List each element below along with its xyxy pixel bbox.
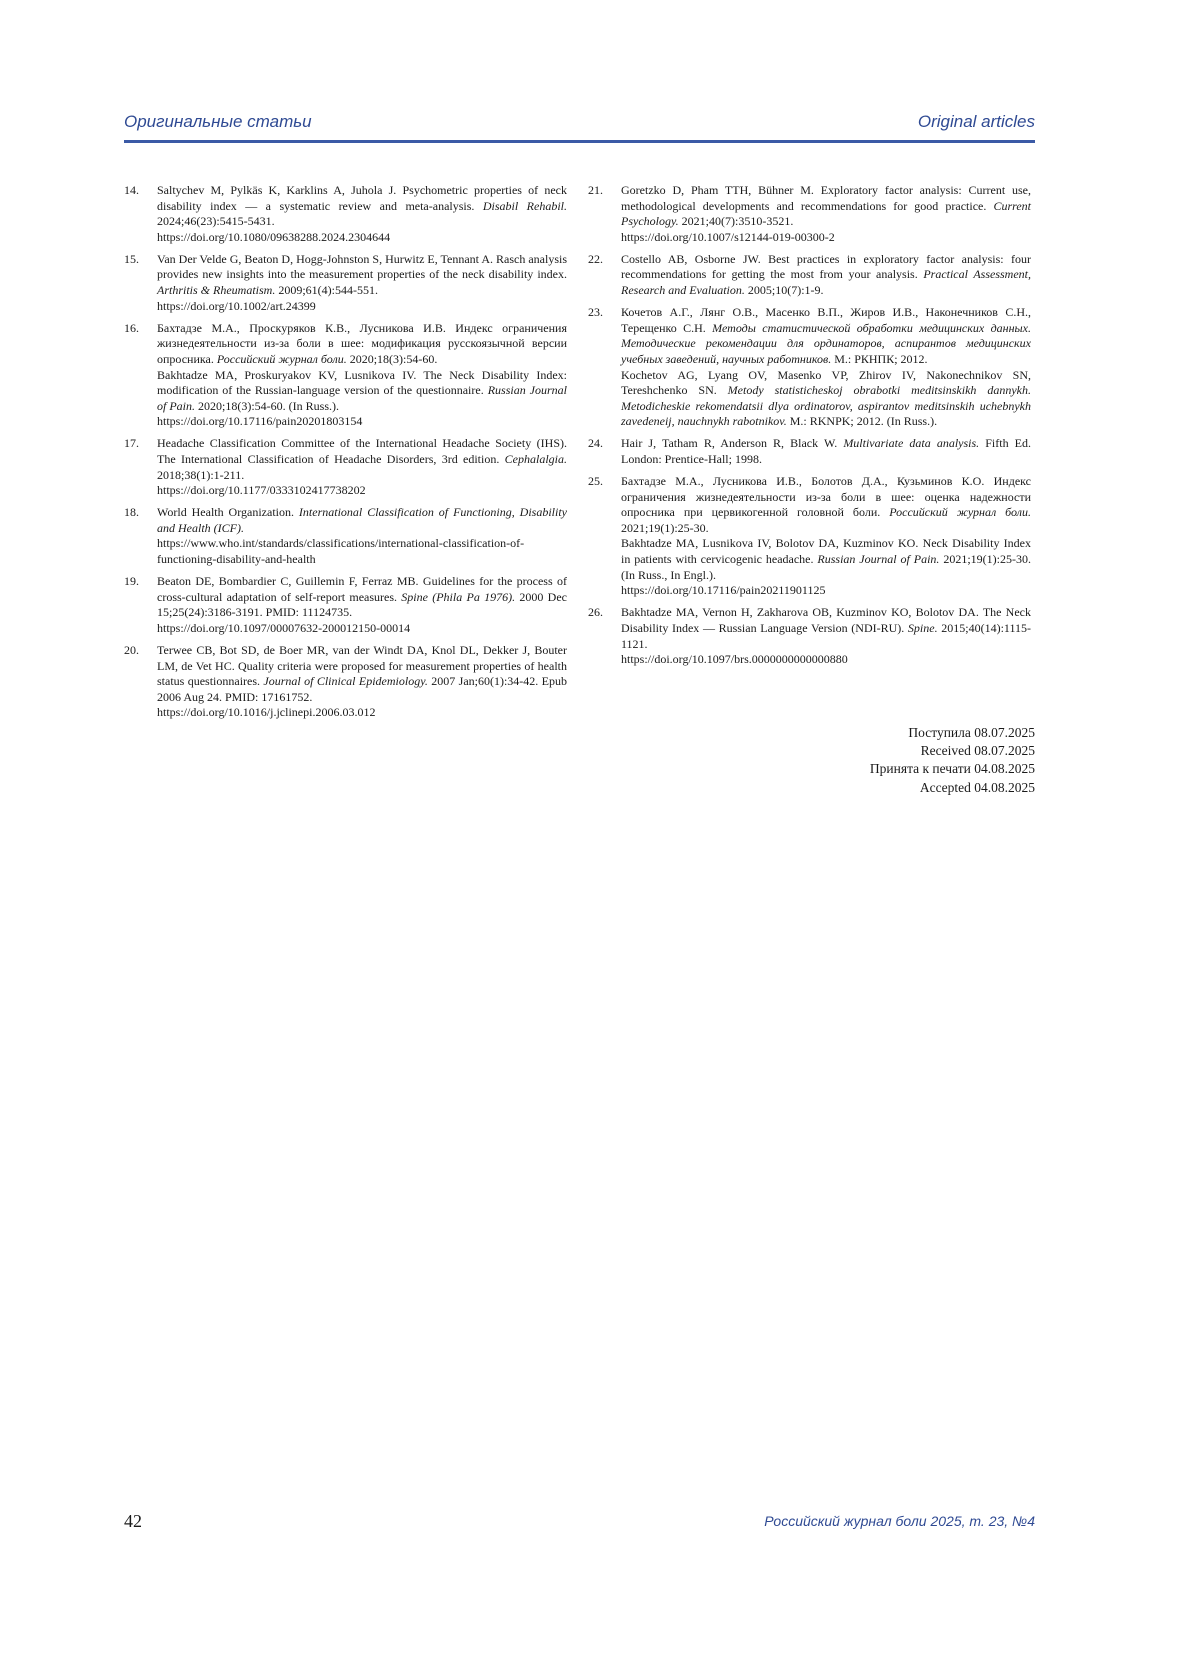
- references-column-left: [124, 183, 567, 728]
- reference-text: [621, 474, 1031, 599]
- reference-segment: World Health Organization.: [157, 505, 299, 520]
- reference-segment: 2015;40(14):1115-1121.: [621, 620, 1032, 651]
- reference-segment: Bakhtadze MA, Vernon H, Zakharova OB, Kuzminov KO, Bolotov DA. The Neck Disability Index — Russian Language Version (NDI-RU).: [621, 605, 1031, 635]
- reference-segment: Journal of Clinical Epidemiology.: [263, 674, 428, 689]
- reference-segment: https://doi.org/10.1002/art.24399: [157, 298, 316, 313]
- reference-segment: Bakhtadze MA, Lusnikova IV, Bolotov DA, Kuzminov KO. Neck Disability Index in patients with cervicogenic headache.: [621, 536, 1031, 567]
- reference-segment: Practical Assessment, Research and Evaluation.: [621, 267, 1031, 298]
- reference-text: [621, 252, 1031, 299]
- reference-item: [124, 436, 567, 498]
- reference-segment: https://doi.org/10.17116/pain20211901125: [621, 583, 826, 598]
- reference-segment: 2024;46(23):5415-5431.: [157, 214, 275, 229]
- reference-segment: Van Der Velde G, Beaton D, Hogg-Johnston S, Hurwitz E, Tennant A. Rasch analysis provides new insights into the measurement properties of the neck disability index.: [157, 251, 567, 282]
- reference-segment: Costello AB, Osborne JW. Best practices in exploratory factor analysis: four recommendations for getting the most from your analysis.: [621, 251, 1031, 282]
- reference-segment: 2021;40(7):3510-3521.: [678, 214, 794, 229]
- reference-segment: M.: RKNPK; 2012. (In Russ.).: [786, 414, 938, 429]
- reference-number: 17.: [124, 436, 139, 451]
- reference-text: [157, 252, 567, 314]
- reference-segment: Spine.: [907, 620, 938, 635]
- reference-segment: https://doi.org/10.1097/brs.0000000000000880: [621, 652, 848, 667]
- reference-number: 26.: [588, 605, 603, 620]
- page-header: [124, 112, 1035, 142]
- reference-number: 19.: [124, 574, 139, 589]
- reference-segment: Disabil Rehabil.: [482, 198, 567, 213]
- reference-item: [124, 574, 567, 636]
- reference-text: [157, 321, 567, 430]
- reference-segment: 2021;19(1):25-30. (In Russ., In Engl.).: [621, 552, 1031, 582]
- reference-text: [621, 183, 1031, 245]
- accepted-ru: Принята к печати 04.08.2025: [869, 761, 1035, 777]
- reference-number: 23.: [588, 305, 603, 320]
- received-dates: [870, 724, 1035, 797]
- reference-segment: Russian Journal of Pain.: [817, 552, 940, 567]
- reference-segment: https://doi.org/10.17116/pain20201803154: [157, 414, 363, 429]
- reference-segment: https://www.who.int/standards/classifications/international-classification-of-functioning-disability-and-health: [157, 536, 525, 567]
- reference-number: 15.: [124, 251, 139, 266]
- reference-segment: М.: РКНПК; 2012.: [831, 351, 928, 366]
- reference-item: [588, 605, 1031, 667]
- reference-segment: Headache Classification Committee of the International Headache Society (IHS). The International Classification of Headache Disorders, 3rd edition.: [157, 436, 567, 466]
- reference-segment: Spine (Phila Pa 1976).: [401, 589, 516, 604]
- reference-segment: https://doi.org/10.1177/0333102417738202: [157, 483, 366, 498]
- reference-segment: 2000 Dec 15;25(24):3186-3191. PMID: 11124735.: [157, 589, 567, 620]
- reference-number: 20.: [124, 643, 139, 658]
- reference-segment: 2020;18(3):54-60.: [346, 351, 438, 366]
- reference-segment: Terwee CB, Bot SD, de Boer MR, van der Windt DA, Knol DL, Dekker J, Bouter LM, de Vet HC. Quality criteria were proposed for measurement properties of health status questionnaires.: [157, 643, 567, 689]
- header-divider: [124, 140, 1035, 143]
- reference-segment: https://doi.org/10.1080/09638288.2024.2304644: [157, 229, 391, 244]
- reference-segment: Российский журнал боли.: [889, 505, 1031, 520]
- reference-number: 14.: [124, 183, 139, 197]
- reference-segment: Российский журнал боли.: [216, 351, 347, 366]
- reference-segment: Russian Journal of Pain.: [157, 383, 567, 413]
- reference-segment: 2018;38(1):1-211.: [157, 467, 245, 482]
- reference-number: 22.: [588, 251, 603, 266]
- reference-segment: Bakhtadze MA, Proskuryakov KV, Lusnikova IV. The Neck Disability Index: modification of the Russian-language version of the questionnaire.: [157, 367, 567, 398]
- reference-number: 18.: [124, 505, 139, 520]
- reference-number: 24.: [588, 436, 603, 451]
- reference-segment: 2021;19(1):25-30.: [621, 520, 709, 535]
- reference-item: [588, 183, 1031, 245]
- journal-footer: Российский журнал боли 2025, т. 23, №4: [764, 1513, 1035, 1529]
- reference-segment: Кочетов А.Г., Лянг О.В., Масенко В.П., Жиров И.В., Наконечников С.Н., Терещенко С.Н.: [621, 305, 1031, 335]
- reference-item: [124, 321, 567, 430]
- reference-segment: https://doi.org/10.1097/00007632-200012150-00014: [157, 620, 411, 635]
- reference-item: [588, 252, 1031, 299]
- reference-segment: 2007 Jan;60(1):34-42. Epub 2006 Aug 24. PMID: 17161752.: [157, 674, 568, 704]
- reference-segment: Arthritis & Rheumatism.: [157, 283, 276, 298]
- received-en: Received 08.07.2025: [920, 743, 1035, 759]
- reference-segment: Hair J, Tatham R, Anderson R, Black W.: [621, 436, 844, 451]
- reference-item: [588, 474, 1031, 599]
- reference-item: [124, 643, 567, 721]
- reference-text: [621, 436, 1031, 467]
- reference-text: [157, 643, 567, 721]
- reference-segment: Методы статистической обработки медицинских данных. Методические рекомендации для ординаторов, аспирантов медицинских учебных заведений, научных работников.: [621, 320, 1032, 366]
- reference-segment: Current Psychology.: [621, 198, 1031, 229]
- reference-item: [124, 505, 567, 567]
- reference-number: 21.: [588, 183, 603, 197]
- references-column-right: [588, 183, 1031, 674]
- reference-segment: International Classification of Functioning, Disability and Health (ICF).: [157, 505, 567, 535]
- section-title-ru: Оригинальные статьи: [124, 112, 312, 131]
- reference-text: [621, 305, 1031, 430]
- reference-item: [124, 183, 567, 245]
- reference-item: [588, 305, 1031, 430]
- reference-segment: https://doi.org/10.1007/s12144-019-00300-2: [621, 229, 835, 244]
- reference-segment: Saltychev M, Pylkäs K, Karklins A, Juhola J. Psychometric properties of neck disability index — a systematic review and meta-analysis.: [157, 183, 567, 213]
- accepted-en: Accepted 04.08.2025: [919, 779, 1035, 795]
- reference-text: [621, 605, 1031, 667]
- reference-segment: Kochetov AG, Lyang OV, Masenko VP, Zhirov IV, Nakonechnikov SN, Tereshchenko SN.: [621, 367, 1031, 398]
- reference-segment: https://doi.org/10.1016/j.jclinepi.2006.03.012: [157, 705, 376, 720]
- reference-item: [124, 252, 567, 314]
- reference-segment: Cephalalgia.: [504, 452, 567, 466]
- page-number: 42: [124, 1511, 142, 1531]
- reference-segment: Multivariate data analysis.: [843, 436, 980, 451]
- reference-text: [157, 574, 567, 636]
- reference-number: 25.: [588, 474, 603, 489]
- reference-segment: Бахтадзе М.А., Лусникова И.В., Болотов Д.А., Кузьминов К.О. Индекс ограничения жизнедеятельности из-за боли в шее: оценка надежности опросника при цервикогенной головной боли.: [621, 474, 1031, 520]
- section-title-en: Original articles: [917, 112, 1035, 131]
- reference-text: [157, 505, 567, 567]
- reference-segment: 2020;18(3):54-60. (In Russ.).: [195, 398, 339, 413]
- reference-segment: Goretzko D, Pham TTH, Bühner M. Exploratory factor analysis: Current use, methodological developments and recommendations for good practice.: [621, 183, 1031, 213]
- reference-number: 16.: [124, 320, 139, 335]
- reference-segment: Metody statisticheskoj obrabotki meditsinskikh dannykh. Metodicheskie rekomendatsii dlya ordinatorov, aspirantov meditsinskih uchebnykh zavedeneij, nauchnykh rabotnikov.: [621, 383, 1031, 429]
- reference-segment: 2009;61(4):544-551.: [275, 283, 378, 298]
- reference-item: [588, 436, 1031, 467]
- reference-segment: Бахтадзе М.А., Проскуряков К.В., Лусникова И.В. Индекс ограничения жизнедеятельности из-за боли в шее: модификация русскоязычной версии опросника.: [157, 320, 567, 366]
- reference-segment: 2005;10(7):1-9.: [744, 283, 824, 298]
- reference-text: [157, 183, 567, 245]
- reference-segment: Fifth Ed. London: Prentice-Hall; 1998.: [621, 436, 1032, 466]
- received-ru: Поступила 08.07.2025: [908, 725, 1035, 740]
- reference-text: [157, 436, 567, 498]
- reference-segment: Beaton DE, Bombardier C, Guillemin F, Ferraz MB. Guidelines for the process of cross-cultural adaptation of self-report measures.: [157, 574, 567, 604]
